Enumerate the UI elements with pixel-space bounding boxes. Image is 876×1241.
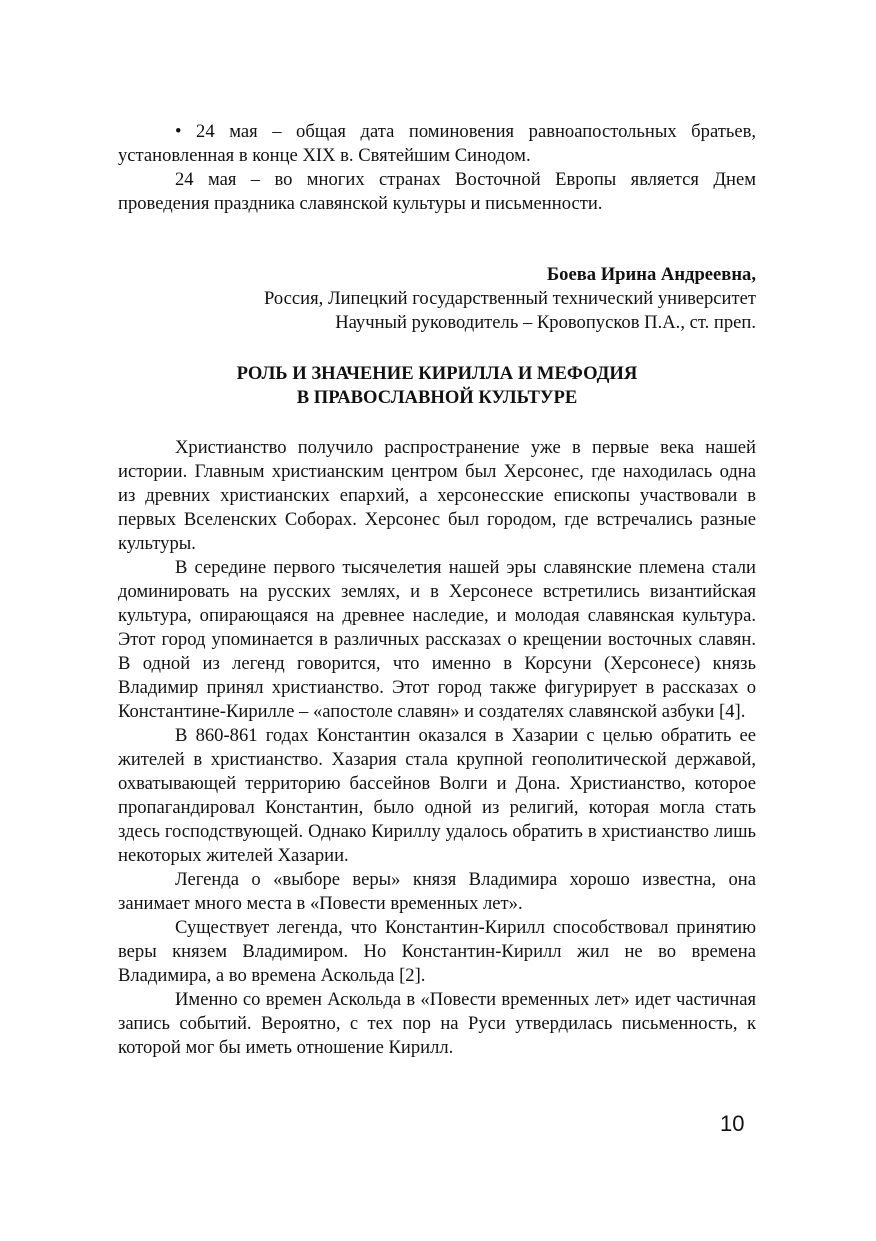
article-body — [118, 436, 756, 1060]
body-paragraph-5: Существует легенда, что Константин-Кирилл способствовал принятию веры князем Владимиром. Но Константин-Кирилл жил не во времена Владимира, а во времена Аскольда [2]. — [118, 917, 756, 986]
author-name: Боева Ирина Андреевна, — [546, 264, 756, 285]
author-block — [118, 263, 756, 335]
intro-paragraph-2: 24 мая – во многих странах Восточной Европы является Днем проведения праздника славянской культуры и письменности. — [118, 169, 756, 214]
body-paragraph-4: Легенда о «выборе веры» князя Владимира хорошо известна, она занимает много места в «Повести временных лет». — [118, 869, 756, 914]
author-affiliation: Россия, Липецкий государственный технический университет — [264, 288, 756, 309]
body-paragraph-6: Именно со времен Аскольда в «Повести временных лет» идет частичная запись событий. Вероятно, с тех пор на Руси утвердилась письменность, к которой мог бы иметь отношение Кирилл. — [118, 989, 756, 1058]
article-title — [118, 362, 756, 410]
body-paragraph-2: В середине первого тысячелетия нашей эры славянские племена стали доминировать на русских землях, и в Херсонесе встретились византийская культура, опирающаяся на древнее наследие, и молодая славянская культура. Этот город упоминается в различных рассказах о крещении восточных славян. В одной из легенд говорится, что именно в Корсуни (Херсонесе) князь Владимир принял христианство. Этот город также фигурирует в рассказах о Константине-Кирилле – «апостоле славян» и создателях славянской азбуки [4]. — [118, 557, 756, 722]
author-advisor: Научный руководитель – Кровопусков П.А., ст. преп. — [335, 312, 756, 333]
page-number: 10 — [720, 1111, 745, 1136]
title-line-2: В ПРАВОСЛАВНОЙ КУЛЬТУРЕ — [296, 387, 578, 408]
intro-paragraph-1: • 24 мая – общая дата поминовения равноапостольных братьев, установленная в конце XIX в. Святейшим Синодом. — [118, 121, 756, 166]
document-page — [118, 120, 756, 1060]
title-line-1: РОЛЬ И ЗНАЧЕНИЕ КИРИЛЛА И МЕФОДИЯ — [236, 363, 638, 384]
body-paragraph-3: В 860-861 годах Константин оказался в Хазарии с целью обратить ее жителей в христианство. Хазария стала крупной геополитической державой, охватывающей территорию бассейнов Волги и Дона. Христианство, которое пропагандировал Константин, было одной из религий, которая могла стать здесь господствующей. Однако Кириллу удалось обратить в христианство лишь некоторых жителей Хазарии. — [118, 725, 756, 866]
body-paragraph-1: Христианство получило распространение уже в первые века нашей истории. Главным христианским центром был Херсонес, где находилась одна из древних христианских епархий, а херсонесские епископы участвовали в первых Вселенских Соборах. Херсонес был городом, где встречались разные культуры. — [118, 437, 756, 554]
